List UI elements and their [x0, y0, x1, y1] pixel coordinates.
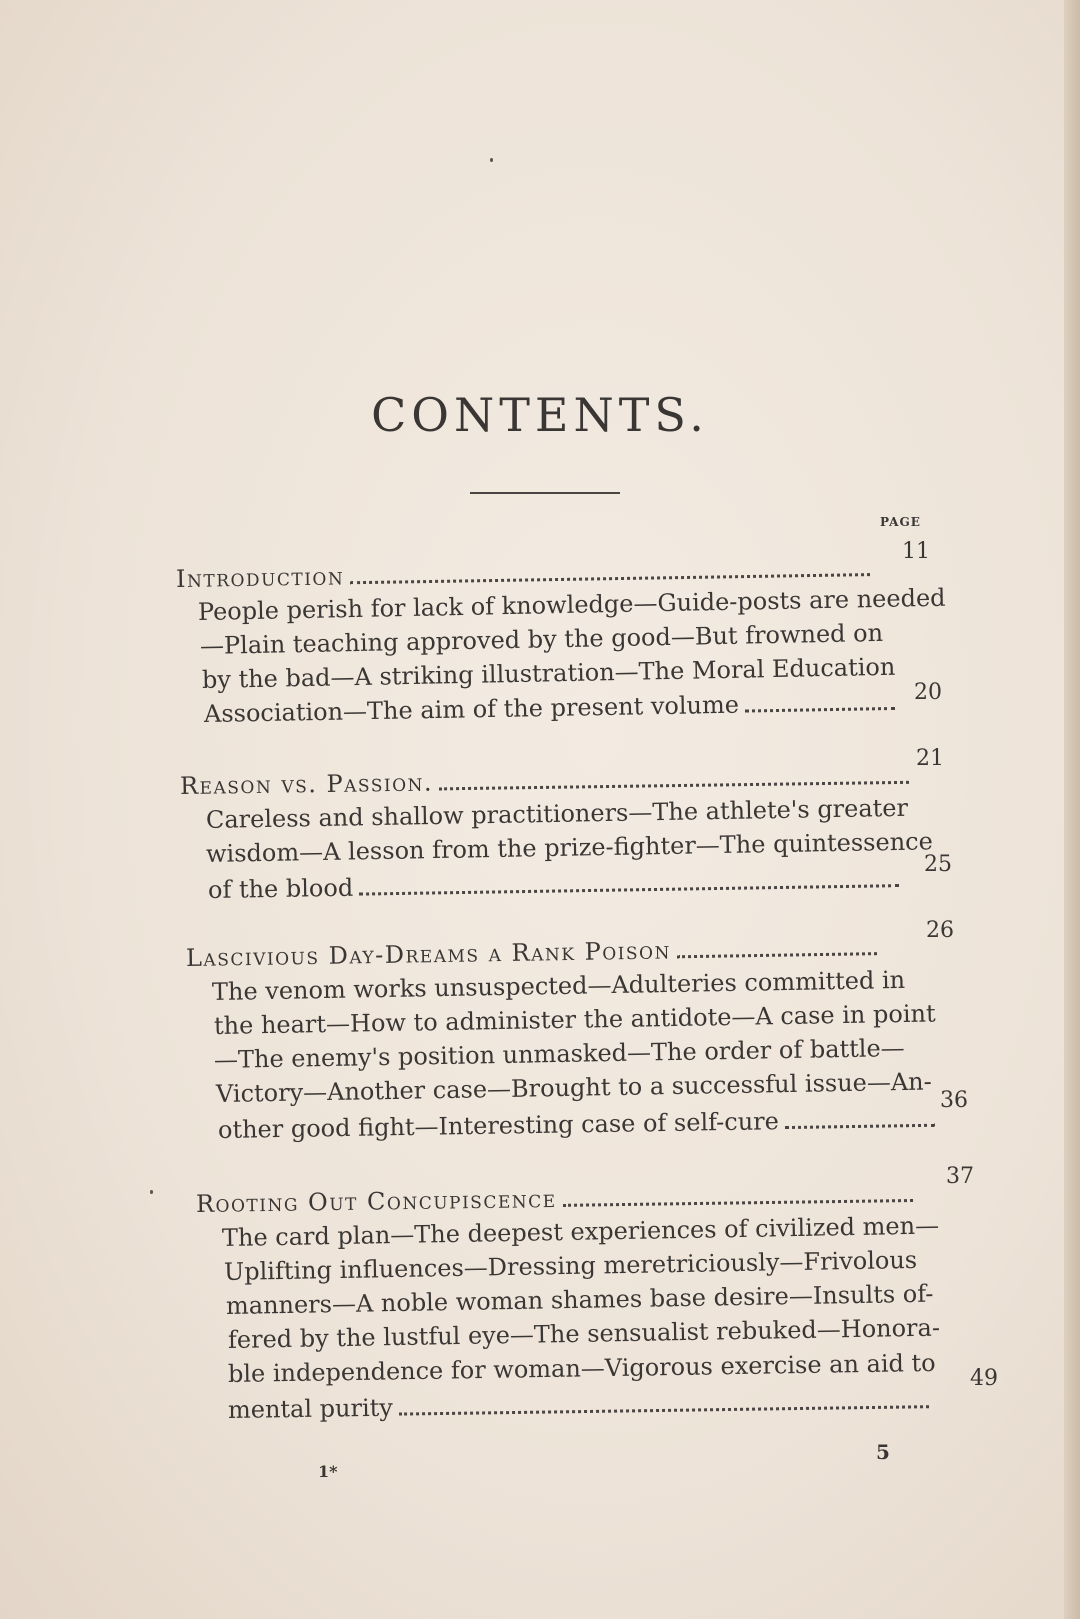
toc-heading	[180, 762, 909, 800]
toc-description-line: —The enemy's position unmasked—The order of battle—	[213, 1033, 905, 1074]
toc-description-text: mental purity	[227, 1393, 394, 1424]
toc-heading-text: Lascivious Day-Dreams a Rank Poison	[185, 936, 672, 972]
toc-description-text: other good fight—Interesting case of self-cure	[217, 1107, 780, 1144]
end-page-number: 20	[914, 680, 942, 705]
toc-description-line: wisdom—A lesson from the prize-fighter—The quintessence	[205, 827, 934, 868]
toc-description-line: by the bad—A striking illustration—The Moral Education	[201, 652, 896, 694]
dot-leader	[350, 569, 870, 584]
start-page-number: 26	[926, 918, 954, 943]
toc-description-text: Association—The aim of the present volume	[203, 690, 740, 728]
dot-leader	[563, 1195, 913, 1207]
dot-leader	[745, 703, 895, 713]
toc-heading-text: Reason vs. Passion.	[179, 768, 434, 800]
toc-description-line: Victory—Another case—Brought to a successful issue—An-	[215, 1067, 932, 1108]
table-of-contents	[0, 540, 1080, 1540]
toc-heading	[196, 1180, 913, 1218]
page-folio-number: 5	[876, 1440, 890, 1464]
toc-description-line	[228, 1386, 929, 1424]
toc-description-line: ble independence for woman—Vigorous exercise an aid to	[227, 1348, 936, 1388]
toc-heading	[186, 933, 877, 972]
dot-leader	[785, 1120, 935, 1129]
dot-leader	[399, 1401, 929, 1415]
toc-description-line: the heart—How to administer the antidote—A case in point	[213, 999, 936, 1040]
dot-leader	[359, 880, 899, 895]
start-page-number: 11	[902, 539, 930, 564]
dot-leader	[439, 777, 909, 791]
toc-description-line: The card plan—The deepest experiences of civilized men—	[221, 1211, 940, 1252]
toc-description-line	[208, 865, 900, 904]
dot-leader	[677, 948, 877, 958]
ink-speck	[490, 158, 493, 162]
signature-mark: 1*	[318, 1462, 338, 1481]
toc-description-line: Uplifting influences—Dressing meretriciously—Frivolous	[223, 1245, 918, 1286]
toc-description-line: People perish for lack of knowledge—Guide-posts are needed	[197, 583, 946, 626]
end-page-number: 25	[924, 852, 952, 877]
toc-description-line	[204, 688, 895, 728]
toc-heading-text: Introduction	[175, 562, 345, 593]
start-page-number: 37	[946, 1164, 974, 1189]
toc-heading-text: Rooting Out Concupiscence	[195, 1184, 557, 1218]
toc-description-line: fered by the lustful eye—The sensualist rebuked—Honora-	[227, 1313, 941, 1354]
start-page-number: 21	[916, 746, 944, 771]
page-title: CONTENTS.	[371, 388, 709, 442]
toc-description-line: —Plain teaching approved by the good—But frowned on	[199, 618, 884, 660]
title-rule	[470, 492, 620, 494]
toc-description-line	[218, 1105, 935, 1144]
toc-description-line: manners—A noble woman shames base desire—Insults of-	[225, 1279, 934, 1320]
end-page-number: 49	[970, 1366, 998, 1391]
toc-description-line: Careless and shallow practitioners—The athlete's greater	[205, 793, 909, 834]
page-column-heading: PAGE	[880, 515, 921, 529]
end-page-number: 36	[940, 1088, 968, 1113]
toc-description-line: The venom works unsuspected—Adulteries committed in	[211, 965, 906, 1006]
toc-description-text: of the blood	[207, 873, 354, 904]
